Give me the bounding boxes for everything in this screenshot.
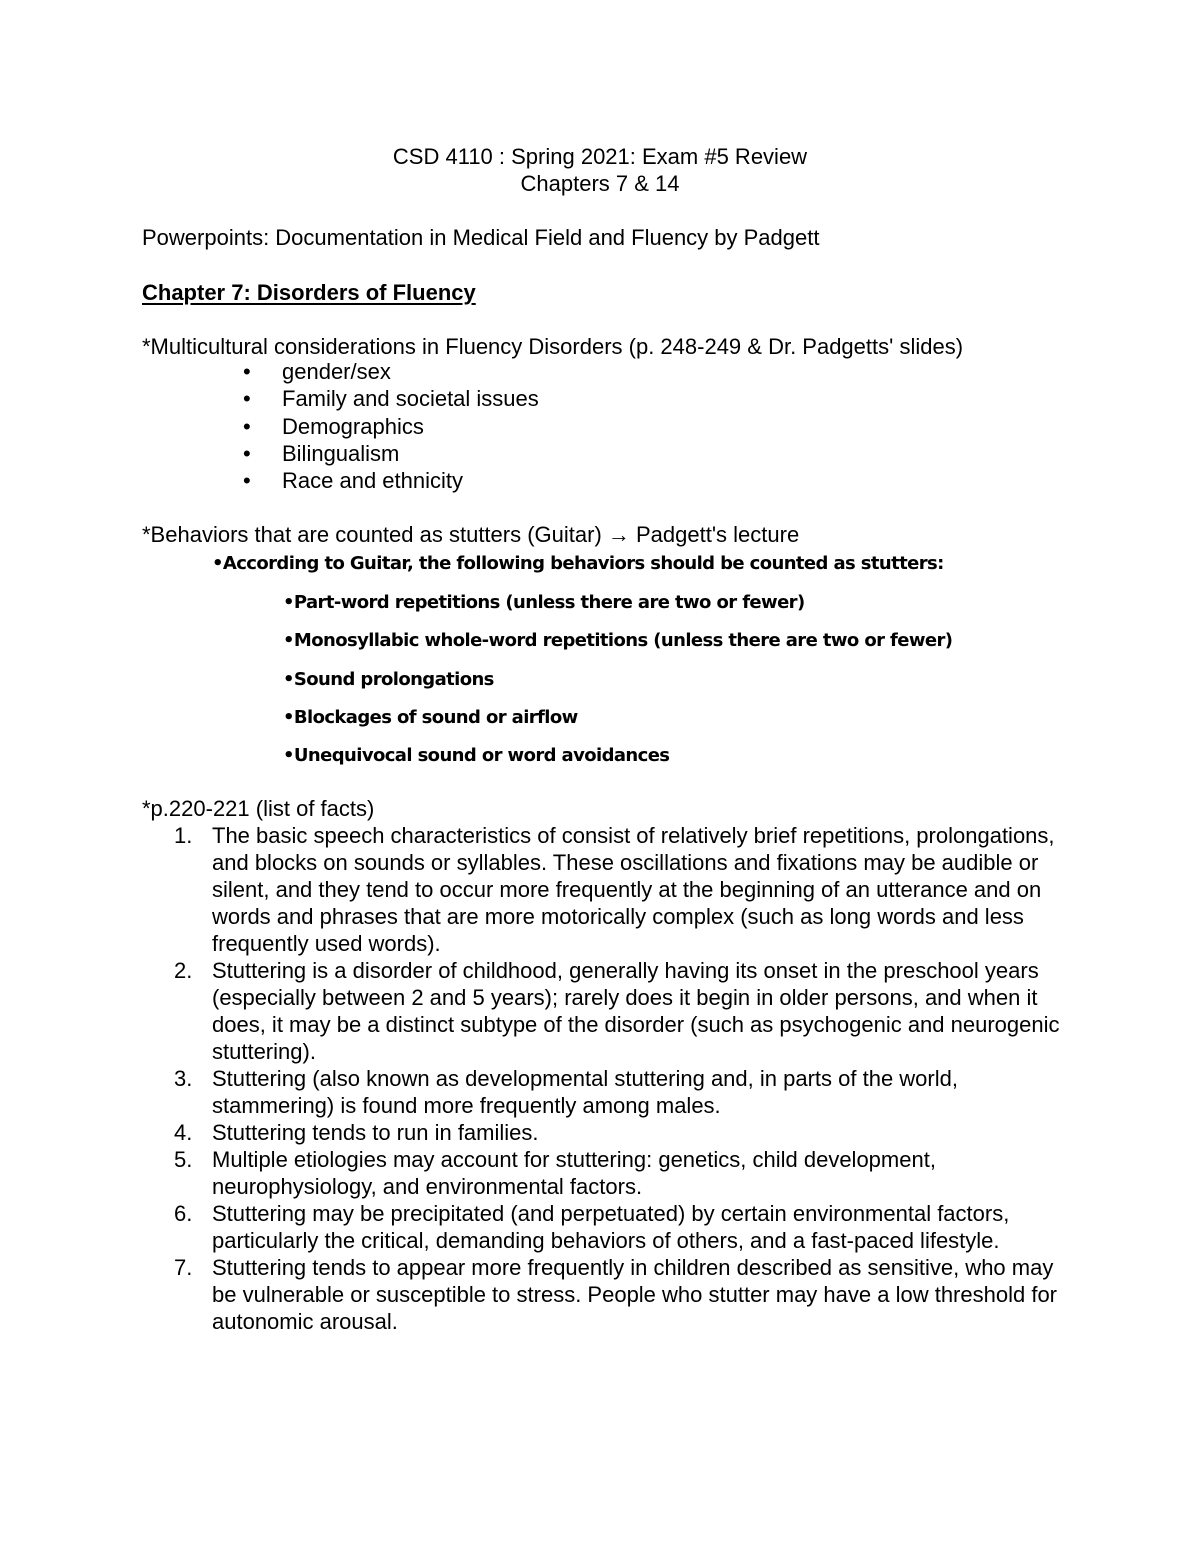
powerpoints-line: Powerpoints: Documentation in Medical Field and Fluency by Padgett — [142, 225, 820, 250]
behavior-item: •Monosyllabic whole-word repetitions (unless there are two or fewer) — [283, 630, 953, 651]
behavior-item: •Unequivocal sound or word avoidances — [283, 745, 670, 766]
facts-list — [174, 822, 1064, 1335]
multicultural-list — [243, 358, 539, 494]
facts-heading: *p.220-221 (list of facts) — [142, 796, 375, 821]
bullet-icon: • — [243, 468, 251, 494]
list-item: • Family and societal issues — [243, 386, 539, 412]
document-subtitle: Chapters 7 & 14 — [520, 171, 680, 196]
bullet-icon: • — [243, 413, 251, 439]
guitar-intro: •According to Guitar, the following behaviors should be counted as stutters: — [212, 553, 944, 574]
list-item: • gender/sex — [243, 359, 391, 384]
behavior-item: •Blockages of sound or airflow — [283, 707, 578, 728]
chapter-heading: Chapter 7: Disorders of Fluency — [142, 280, 476, 305]
bullet-icon: • — [243, 440, 251, 466]
list-item: • Bilingualism — [243, 440, 400, 466]
list-item: 4. Stuttering tends to run in families. — [174, 1120, 539, 1145]
behavior-item: •Sound prolongations — [283, 669, 494, 690]
behaviors-heading: *Behaviors that are counted as stutters (Guitar) → Padgett's lecture — [142, 522, 800, 547]
list-item: 2. Stuttering is a disorder of childhood, generally having its onset in the preschool years (especially between 2 and 5 years); rarely does it begin in older persons, and when it does, it may be a distinct subtype of the disorder (such as psychogenic and neurogenic stuttering). — [174, 958, 1060, 1064]
list-item: 7. Stuttering tends to appear more frequently in children described as sensitive, who may be vulnerable or susceptible to stress. People who stutter may have a low threshold for autonomic arousal. — [174, 1255, 1058, 1334]
bullet-icon: • — [243, 359, 251, 384]
list-item: 1. The basic speech characteristics of consist of relatively brief repetitions, prolongations, and blocks on sounds or syllables. These oscillations and fixations may be audible or silent, and they tend to occur more frequently at the beginning of an utterance and on words and phrases that are more motorically complex (such as long words and less frequently used words). — [174, 823, 1055, 956]
list-item: • Demographics — [243, 413, 424, 439]
document-title: CSD 4110 : Spring 2021: Exam #5 Review — [392, 144, 808, 169]
list-item: 6. Stuttering may be precipitated (and perpetuated) by certain environmental factors, particularly the critical, demanding behaviors of others, and a fast-paced lifestyle. — [174, 1201, 1010, 1253]
behavior-item: •Part-word repetitions (unless there are two or fewer) — [283, 592, 805, 613]
multicultural-heading: *Multicultural considerations in Fluency Disorders (p. 248-249 & Dr. Padgetts' slides) — [142, 334, 964, 359]
list-item: 5. Multiple etiologies may account for stuttering: genetics, child development, neurophysiology, and environmental factors. — [174, 1147, 936, 1199]
bullet-icon: • — [243, 386, 251, 412]
list-item: • Race and ethnicity — [243, 468, 463, 494]
list-item: 3. Stuttering (also known as developmental stuttering and, in parts of the world, stammering) is found more frequently among males. — [174, 1066, 958, 1118]
